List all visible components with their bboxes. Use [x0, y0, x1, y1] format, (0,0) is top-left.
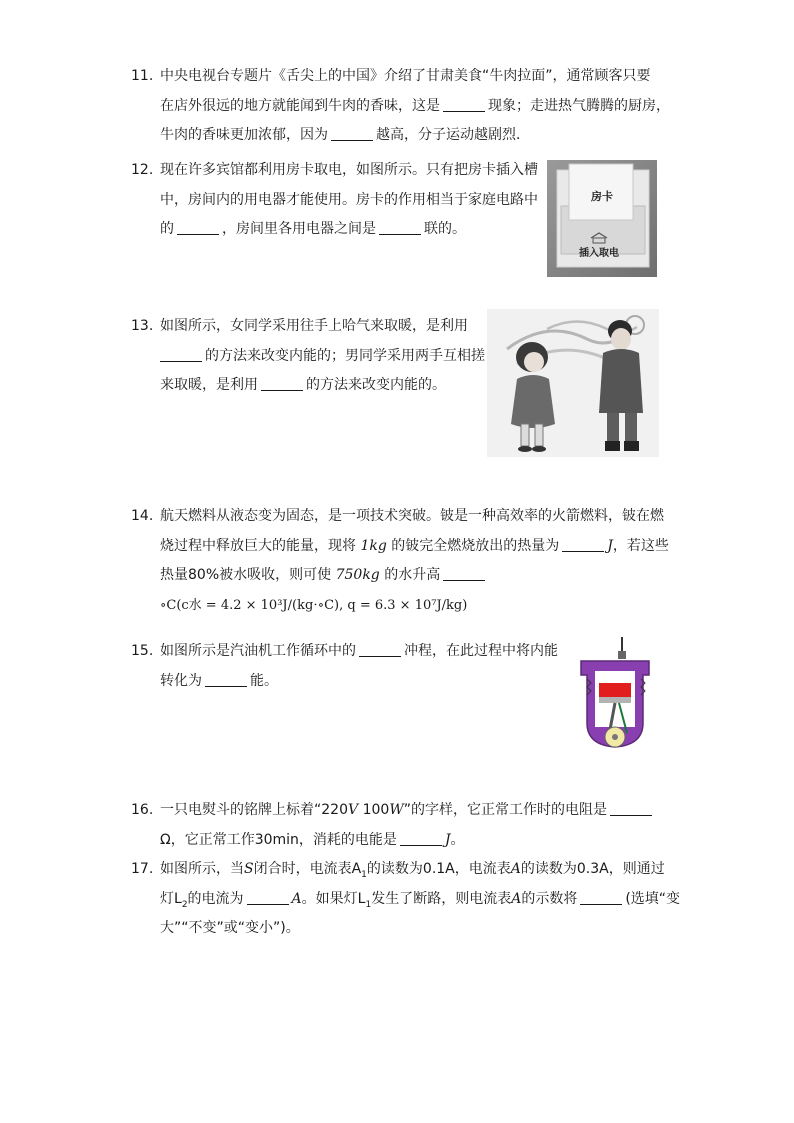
question-number: 16. [131, 802, 154, 818]
question-number: 14. [131, 508, 154, 524]
engine-cylinder-figure [575, 635, 655, 755]
question-text: 中央电视台专题片《舌尖上的中国》介绍了甘肃美食“牛肉拉面”，通常顾客只要 在店外很远的地方就能闻到牛肉的香味，这是 现象；走进热气腾腾的厨房， 牛肉的香味更加浓郁，因为 越高，分子运动越剧烈． [160, 68, 670, 143]
question-number: 13. [131, 318, 154, 334]
question-number: 11. [131, 68, 154, 84]
answer-blank[interactable] [610, 801, 652, 816]
question-text: 如图所示，女同学采用往手上哈气来取暖，是利用 的方法来改变内能的；男同学采用两手互相搓 来取暖，是利用 的方法来改变内能的。 [160, 318, 485, 393]
answer-blank[interactable] [359, 642, 401, 657]
question-number: 15. [131, 643, 154, 659]
question-text: 如图所示，当S闭合时，电流表$A_1$的读数为0.1A，电流表A的读数为0.3A，则通过 灯$L_2$的电流为 A。如果灯$L_1$发生了断路，则电流表A的示数将 (选填“变 大”“不变”或“变小”)。 [160, 861, 681, 936]
answer-blank[interactable] [562, 537, 604, 552]
answer-blank[interactable] [177, 220, 219, 235]
answer-blank[interactable] [331, 126, 373, 141]
answer-blank[interactable] [205, 672, 247, 687]
students-warming-figure [487, 309, 659, 457]
answer-blank[interactable] [443, 97, 485, 112]
answer-blank[interactable] [379, 220, 421, 235]
question-number: 12. [131, 162, 154, 178]
answer-blank[interactable] [580, 890, 622, 905]
answer-blank[interactable] [247, 890, 289, 905]
question-text: 如图所示是汽油机工作循环中的 冲程，在此过程中将内能 转化为 能。 [160, 643, 558, 689]
answer-blank[interactable] [400, 831, 442, 846]
question-text: 现在许多宾馆都利用房卡取电，如图所示。只有把房卡插入槽 中，房间内的用电器才能使用。房卡的作用相当于家庭电路中 的 ，房间里各用电器之间是 联的。 [160, 162, 538, 237]
answer-blank[interactable] [261, 376, 303, 391]
room-card-figure [547, 160, 657, 277]
slot-label: 插入取电 [579, 248, 619, 259]
card-label: 房卡 [591, 190, 613, 203]
question-text: 一只电熨斗的铭牌上标着“220V 100W”的字样，它正常工作时的电阻是 Ω，它正常工作30min，消耗的电能是 J。 [160, 796, 655, 855]
question-number: 17. [131, 861, 154, 877]
question-text: 航天燃料从液态变为固态，是一项技术突破。铍是一种高效率的火箭燃料，铍在燃 烧过程中释放巨大的能量，现将 1kg 的铍完全燃烧放出的热量为 J，若这些 热量80%被水吸收，则可使 750kg 的水升高 ∘C(c水 = 4.2 × 10³J/(kg⋅∘C), q = 6.3 × 10⁷J/kg) [160, 502, 669, 620]
formula: ∘C(c水 = 4.2 × 10³J/(kg⋅∘C), q = 6.3 × 10⁷J/kg) [160, 597, 468, 613]
answer-blank[interactable] [160, 347, 202, 362]
answer-blank[interactable] [443, 566, 485, 581]
